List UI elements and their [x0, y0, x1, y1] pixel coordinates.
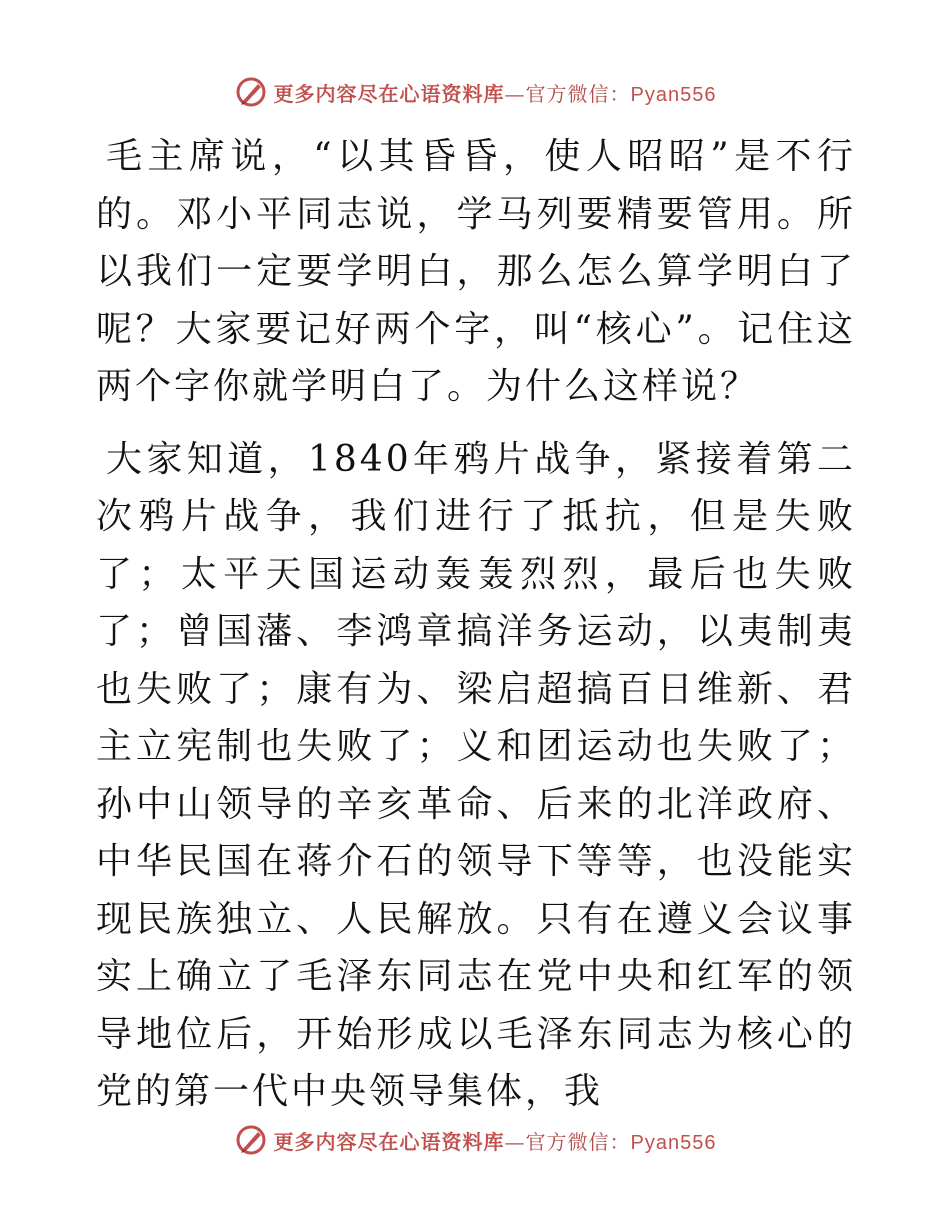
footer-banner-main: 更多内容尽在心语资料库 — [273, 1129, 505, 1154]
paragraph-1: 毛主席说，“以其昏昏，使人昭昭”是不行的。邓小平同志说，学马列要精要管用。所以我们一定要学明白，那么怎么算学明白了呢？大家要记好两个字，叫“核心”。记住这两个字你就学明白了。为什么这样说？ — [96, 136, 856, 407]
footer-banner-text — [274, 1126, 717, 1155]
header-banner-id: Pyan556 — [630, 83, 717, 106]
header-banner — [0, 72, 950, 112]
footer-banner — [0, 1120, 950, 1160]
pen-circle-logo-icon — [234, 1123, 268, 1157]
footer-banner-id: Pyan556 — [630, 1131, 717, 1154]
header-banner-dash: —官方微信： — [504, 81, 631, 106]
paragraph-2: 大家知道，1840年鸦片战争，紧接着第二次鸦片战争，我们进行了抵抗，但是失败了；太平天国运动轰轰烈烈，最后也失败了；曾国藩、李鸿章搞洋务运动，以夷制夷也失败了；康有为、梁启超搞百日维新、君主立宪制也失败了；义和团运动也失败了；孙中山领导的辛亥革命、后来的北洋政府、中华民国在蒋介石的领导下等等，也没能实现民族独立、人民解放。只有在遵义会议事实上确立了毛泽东同志在党中央和红军的领导地位后，开始形成以毛泽东同志为核心的党的第一代中央领导集体，我 — [96, 438, 856, 1112]
pen-circle-logo-icon — [234, 75, 268, 109]
header-banner-text — [274, 78, 717, 107]
header-banner-main: 更多内容尽在心语资料库 — [273, 81, 505, 106]
document-body — [96, 128, 856, 1121]
footer-banner-dash: —官方微信： — [504, 1129, 631, 1154]
